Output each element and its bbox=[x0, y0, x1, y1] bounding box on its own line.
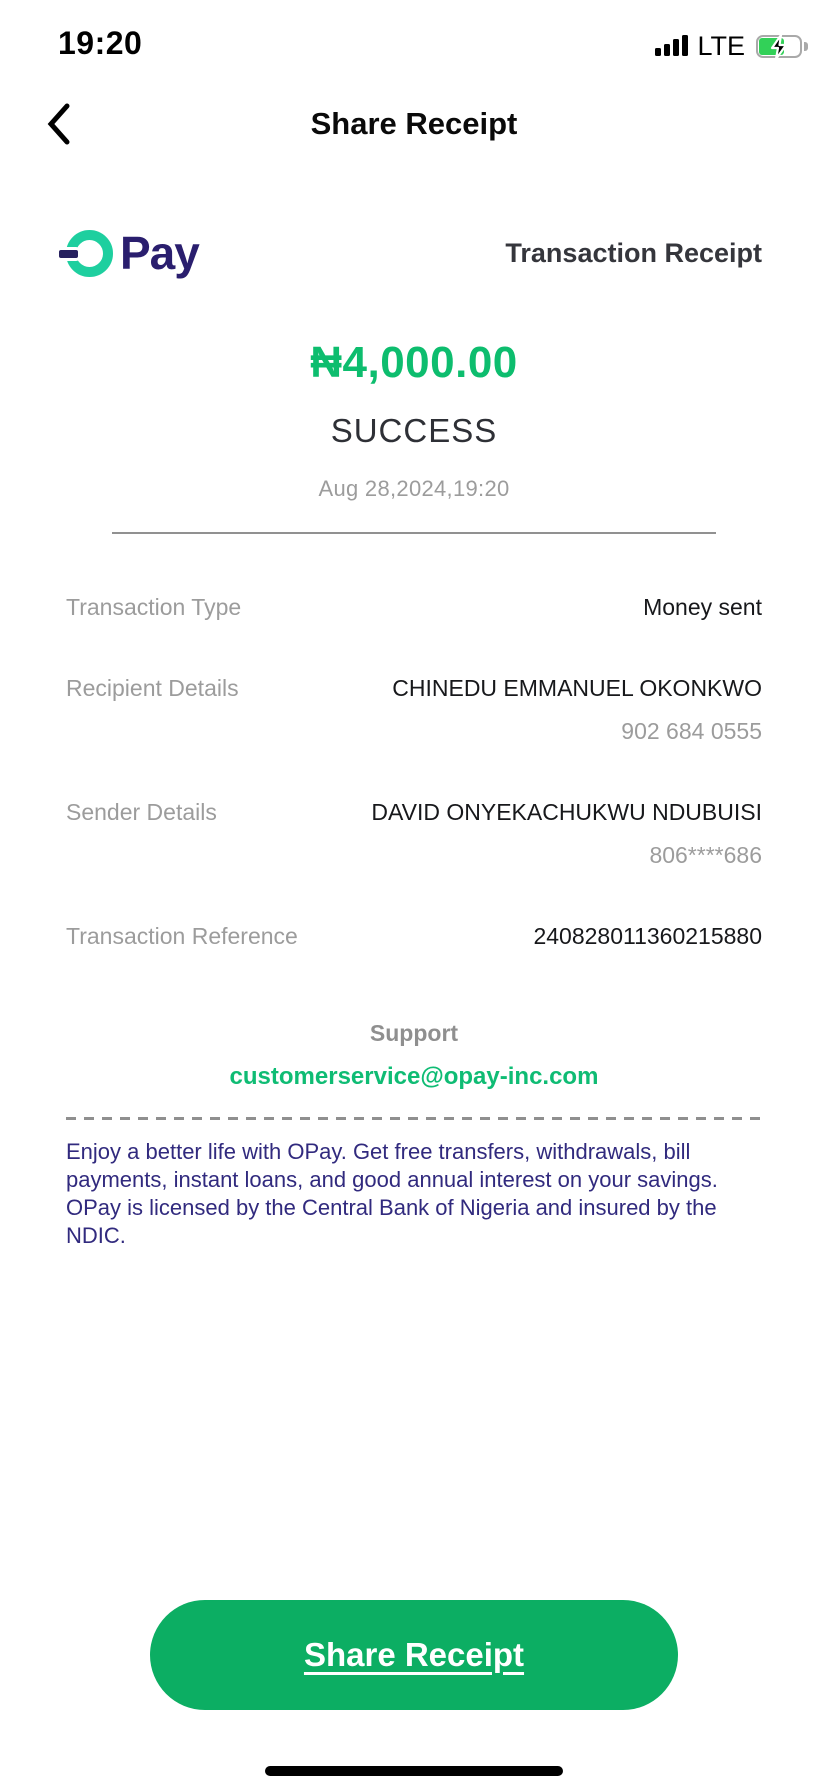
transaction-status: SUCCESS bbox=[330, 412, 498, 449]
transaction-datetime: Aug 28,2024,19:20 bbox=[318, 476, 510, 501]
dashed-divider bbox=[66, 1117, 762, 1120]
share-receipt-button[interactable] bbox=[150, 1600, 678, 1710]
solid-divider bbox=[112, 532, 716, 534]
sender-account-number: 806****686 bbox=[649, 842, 762, 868]
footer-note: Enjoy a better life with OPay. Get free transfers, withdrawals, bill payments, instant loans, and good annual interest on your savings. OPay is licensed by the Central Bank of Nigeria and insured by the NDIC. bbox=[66, 1139, 718, 1248]
signal-bars-icon bbox=[655, 35, 688, 58]
detail-label: Transaction Type bbox=[66, 594, 242, 620]
status-icons bbox=[655, 31, 802, 62]
detail-label: Sender Details bbox=[66, 799, 217, 825]
opay-logo-text: Pay bbox=[120, 227, 199, 279]
share-receipt-button-label: Share Receipt bbox=[303, 1636, 525, 1673]
transaction-details bbox=[66, 594, 762, 950]
back-button[interactable] bbox=[46, 100, 90, 148]
opay-ring-icon bbox=[66, 230, 113, 277]
nav-bar bbox=[0, 84, 828, 164]
detail-value: 240828011360215880 bbox=[533, 923, 762, 949]
support-email-link[interactable]: customerservice@opay-inc.com bbox=[229, 1063, 599, 1090]
detail-value: DAVID ONYEKACHUKWU NDUBUISI bbox=[371, 799, 762, 825]
status-bar bbox=[0, 0, 828, 66]
recipient-account-number: 902 684 0555 bbox=[621, 718, 762, 744]
support-label: Support bbox=[369, 1020, 459, 1046]
receipt-body bbox=[0, 164, 828, 1710]
page-title: Share Receipt bbox=[310, 106, 518, 141]
home-indicator[interactable] bbox=[265, 1766, 563, 1776]
detail-row-reference bbox=[66, 923, 762, 950]
back-chevron-icon bbox=[46, 102, 72, 146]
support-section bbox=[66, 1020, 762, 1091]
detail-label: Recipient Details bbox=[66, 675, 239, 701]
clock-time: 19:20 bbox=[58, 25, 143, 61]
detail-value: CHINEDU EMMANUEL OKONKWO bbox=[392, 675, 762, 701]
battery-charging-icon bbox=[756, 35, 802, 58]
detail-value: Money sent bbox=[643, 594, 762, 620]
detail-label: Transaction Reference bbox=[66, 923, 298, 949]
brand-row bbox=[66, 224, 762, 282]
transaction-amount: ₦4,000.00 bbox=[310, 338, 518, 387]
detail-row-sender bbox=[66, 799, 762, 869]
detail-row-recipient bbox=[66, 675, 762, 745]
opay-logo bbox=[66, 226, 199, 280]
charging-bolt-icon bbox=[765, 33, 793, 61]
network-type-label: LTE bbox=[697, 31, 745, 61]
receipt-heading: Transaction Receipt bbox=[505, 237, 762, 268]
detail-row-transaction-type bbox=[66, 594, 762, 621]
